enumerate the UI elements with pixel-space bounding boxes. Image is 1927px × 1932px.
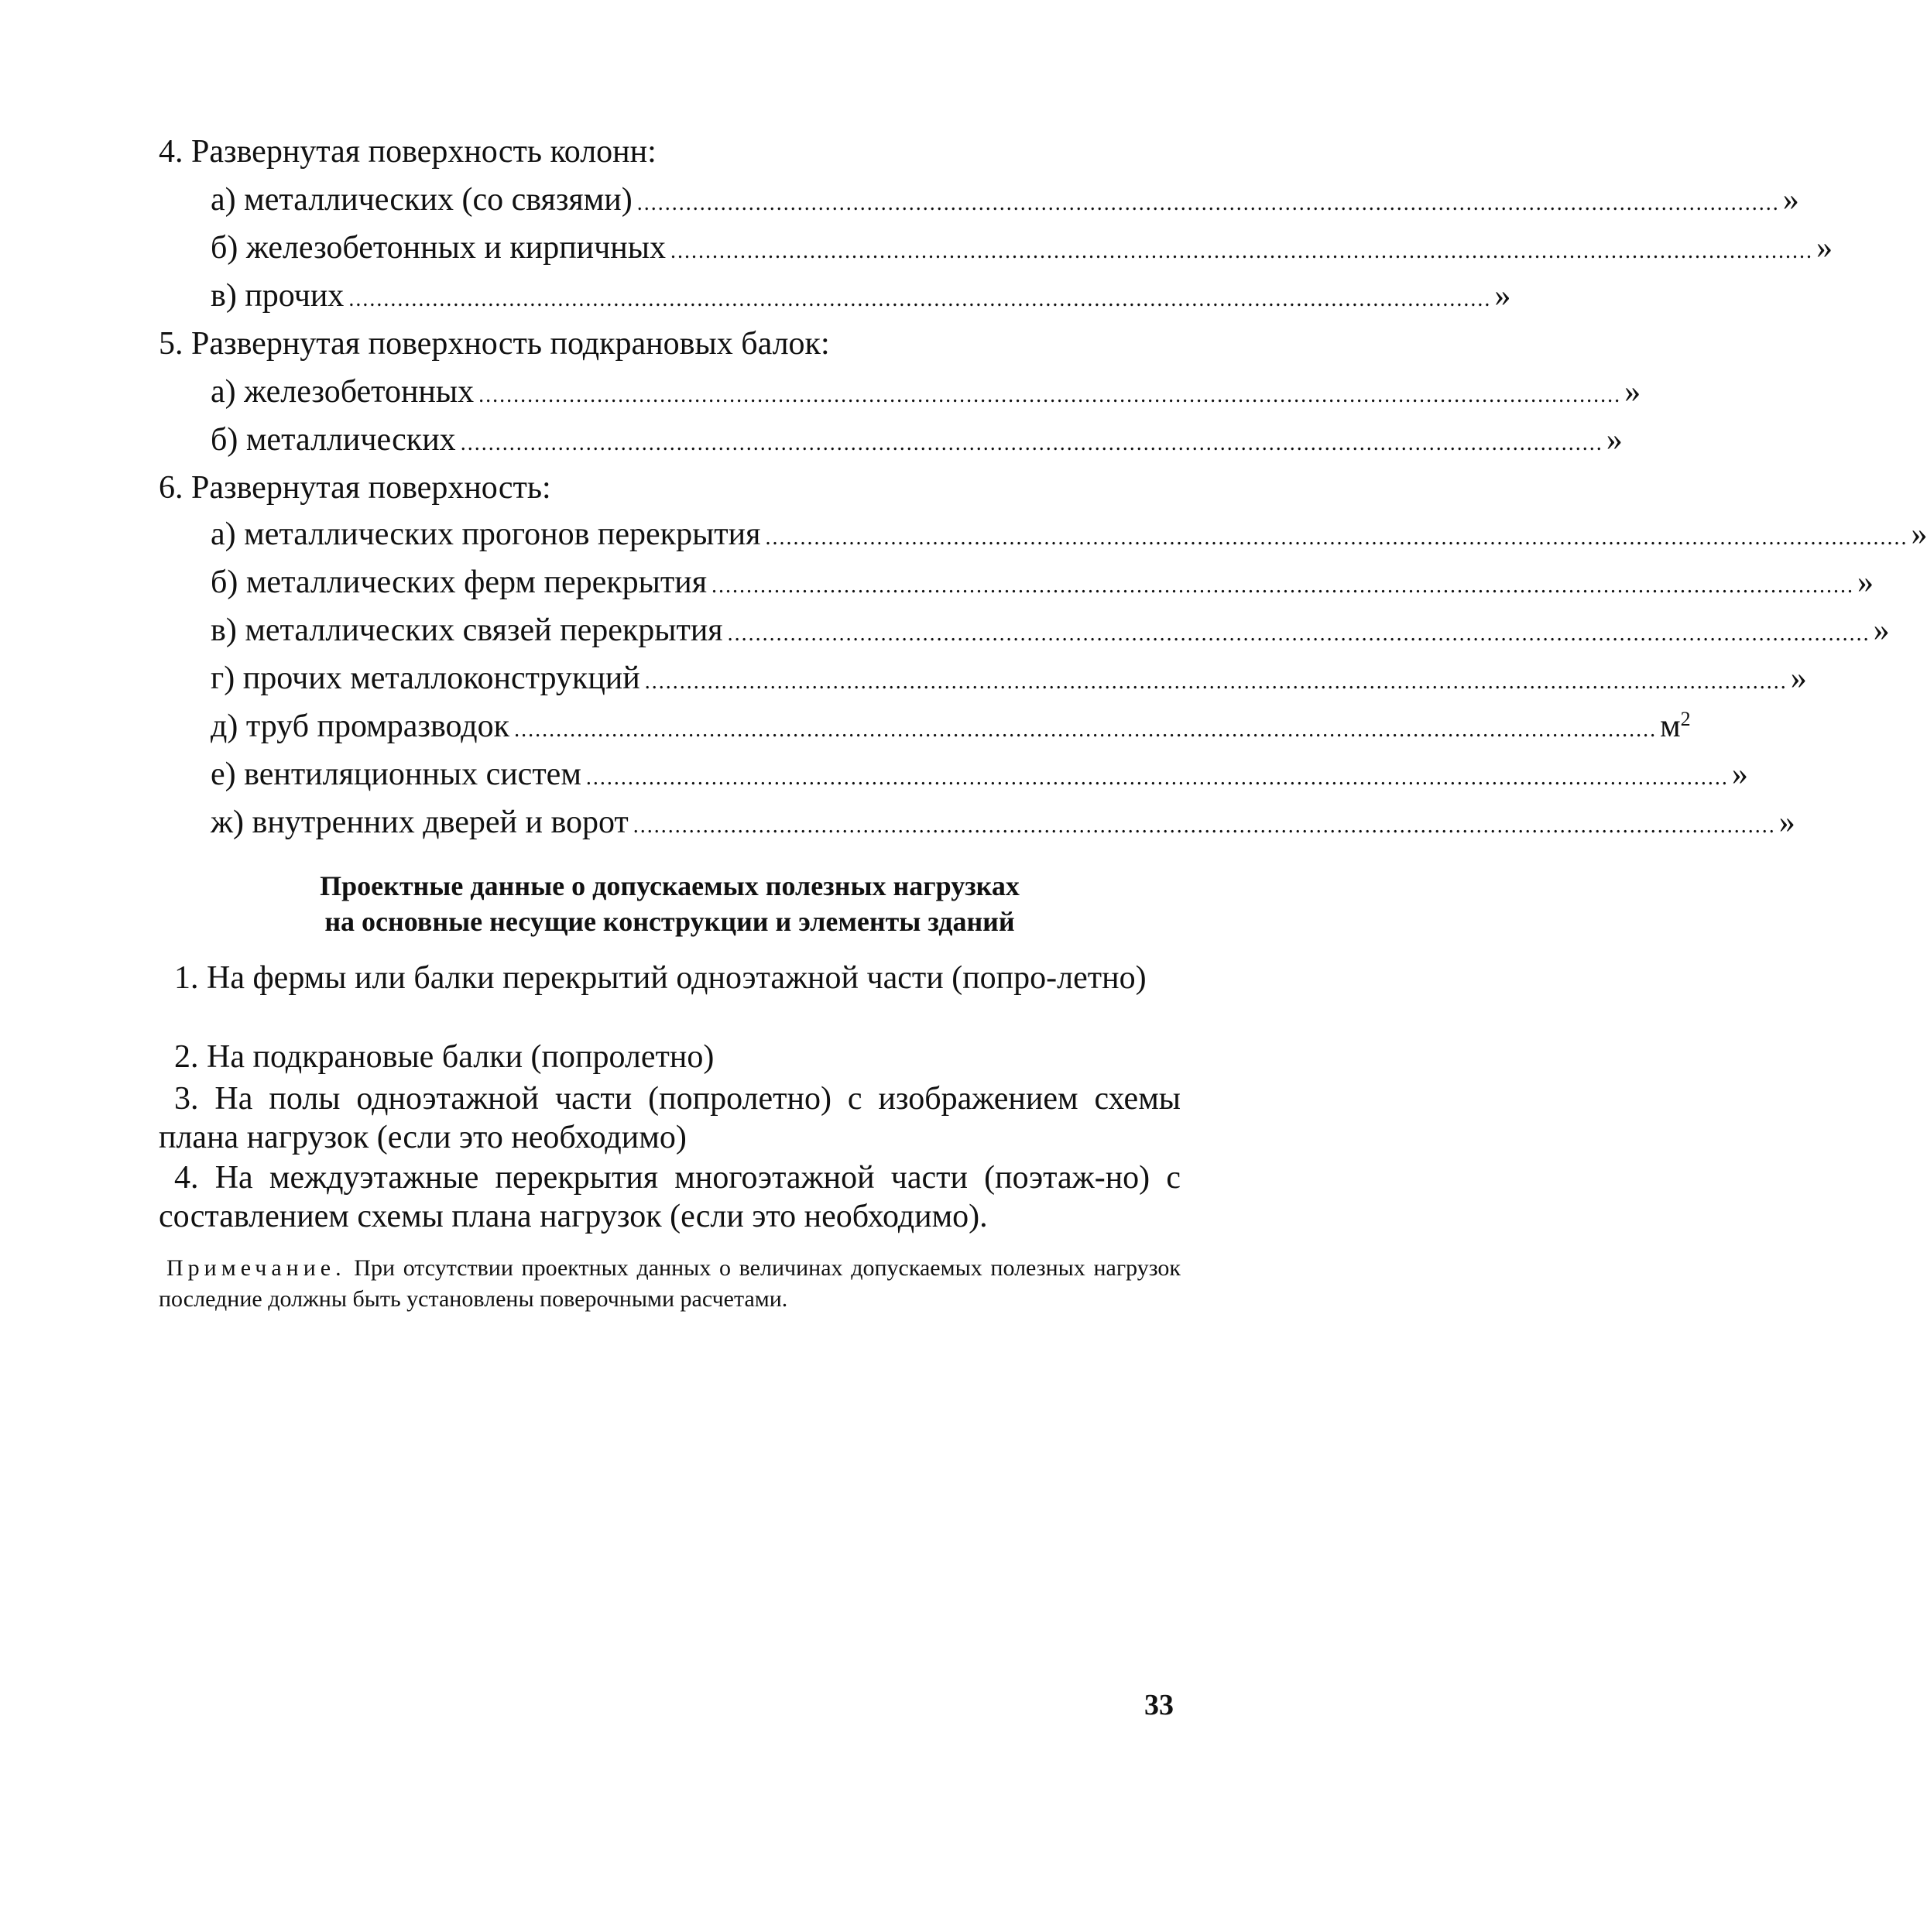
item-label: а) железобетонных <box>211 374 475 410</box>
unit-superscript: 2 <box>1680 708 1691 730</box>
item-unit: » <box>1790 661 1807 696</box>
dot-leader: .................................................................................................................................................................... <box>460 431 1603 455</box>
item-unit: » <box>1911 516 1927 552</box>
dot-leader: .................................................................................................................................................................... <box>711 574 1855 598</box>
section-6-item-e <box>211 708 1691 745</box>
dot-leader: .................................................................................................................................................................... <box>514 718 1658 742</box>
note-text: При отсутствии проектных данных о величинах допускаемых полезных нагрузок последние должны быть установлены поверочными расчетами. <box>159 1255 1181 1312</box>
item-unit: » <box>1494 278 1511 314</box>
dot-leader: .................................................................................................................................................................... <box>644 670 1788 694</box>
item-label: ж) внутренних дверей и ворот <box>211 805 629 840</box>
section-5-item-b <box>211 421 1623 458</box>
item-label: в) прочих <box>211 278 345 314</box>
item-label: д) труб промразводок <box>211 709 510 744</box>
dot-leader: .................................................................................................................................................................... <box>585 766 1729 790</box>
item-unit: » <box>1731 757 1748 792</box>
item-unit: » <box>1778 805 1795 840</box>
note <box>159 1253 1181 1315</box>
dot-leader: .................................................................................................................................................................... <box>727 622 1870 646</box>
item-label: а) металлических прогонов перекрытия <box>211 516 761 552</box>
dot-leader: .................................................................................................................................................................... <box>670 239 1813 263</box>
section-4-item-c <box>211 277 1511 314</box>
section-6-title: 6. Развернутая поверхность: <box>159 470 551 506</box>
item-unit: » <box>1624 374 1641 410</box>
dot-leader: .................................................................................................................................................................... <box>348 287 1492 311</box>
section-5-item-a <box>211 373 1641 410</box>
page-number: 33 <box>1144 1689 1174 1721</box>
item-unit <box>1657 708 1691 745</box>
section-6-item-b <box>211 564 1874 601</box>
section-heading-line-1: Проектные данные о допускаемых полезных нагрузках <box>320 870 1020 901</box>
section-5-title: 5. Развернутая поверхность подкрановых балок: <box>159 326 830 362</box>
item-unit: » <box>1782 182 1799 218</box>
load-item-4: 4. На междуэтажные перекрытия многоэтажной части (поэтаж-но) с составлением схемы плана нагрузок (если это необходимо). <box>159 1160 1181 1234</box>
note-label: Примечание. <box>166 1255 346 1281</box>
section-6-item-f <box>211 756 1748 793</box>
load-item-3: 3. На полы одноэтажной части (попролетно) с изображением схемы плана нагрузок (если это необходимо) <box>159 1081 1181 1155</box>
item-label: б) металлических <box>211 422 456 458</box>
unit-base: м <box>1660 709 1681 744</box>
section-6-item-c <box>211 612 1890 649</box>
load-item-2: 2. На подкрановые балки (попролетно) <box>174 1039 715 1075</box>
item-label: а) металлических (со связями) <box>211 182 633 218</box>
load-item-1: 1. На фермы или балки перекрытий одноэтажной части (попро-летно) <box>174 960 1147 996</box>
item-label: е) вентиляционных систем <box>211 757 581 792</box>
dot-leader: .................................................................................................................................................................... <box>765 526 1908 550</box>
section-4-title: 4. Развернутая поверхность колонн: <box>159 134 657 170</box>
section-6-item-d <box>211 660 1807 697</box>
item-label: г) прочих металлоконструкций <box>211 661 640 696</box>
item-label: б) железобетонных и кирпичных <box>211 230 666 266</box>
item-label: б) металлических ферм перекрытия <box>211 565 708 600</box>
item-unit: » <box>1857 565 1874 600</box>
section-4-item-b <box>211 229 1833 266</box>
dot-leader: .................................................................................................................................................................... <box>633 814 1776 838</box>
dot-leader: .................................................................................................................................................................... <box>636 191 1780 215</box>
item-unit: » <box>1873 613 1890 648</box>
item-label: в) металлических связей перекрытия <box>211 613 723 648</box>
section-6-item-g <box>211 804 1795 841</box>
section-6-item-a <box>211 516 1927 553</box>
section-4-item-a <box>211 181 1799 218</box>
section-heading-line-2: на основные несущие конструкции и элементы зданий <box>324 906 1015 937</box>
item-unit: » <box>1606 422 1623 458</box>
dot-leader: .................................................................................................................................................................... <box>478 383 1622 407</box>
item-unit: » <box>1816 230 1833 266</box>
